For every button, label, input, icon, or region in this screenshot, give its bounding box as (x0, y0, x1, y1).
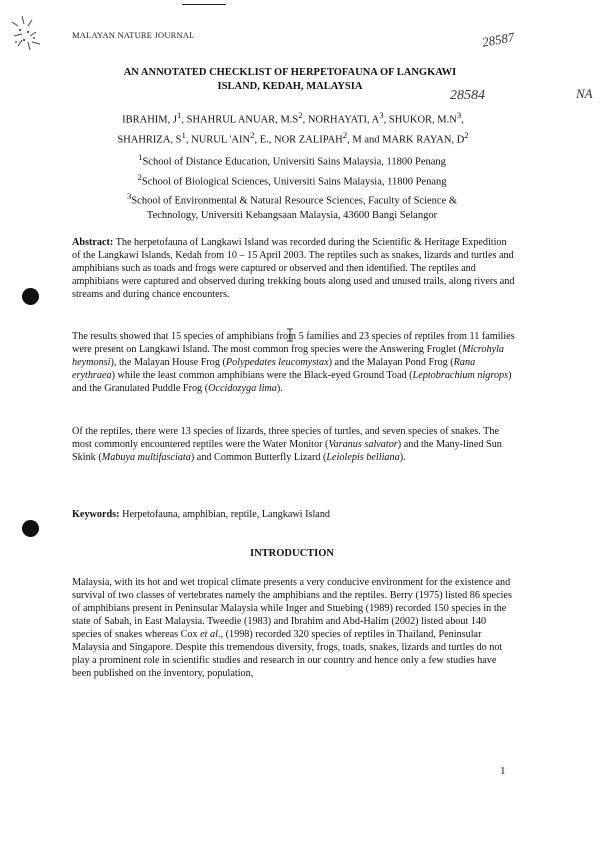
introduction-paragraph: Malaysia, with its hot and wet tropical climate presents a very conducive environment for the existence and survival of two classes of vertebrates namely the amphibians and the reptiles. Berry (1975) listed 86 species of amphibians present in Peninsular Malaysia while Inger and Stuebing (1989) recorded 150 species in the state of Sabah, in East Malaysia. Tweedie (1983) and Ibrahim and Abd-Halim (2002) listed about 140 species of snakes whereas Cox et al., (1998) recorded 320 species of reptiles in Thailand, Peninsular Malaysia and Singapore. Despite this tremendous diversity, frogs, toads, snakes, lizards and turtles do not play a prominent role in scientific studies and research in our country and hence only a few studies have been published on the inventory, population, (72, 577, 512, 679)
corner-stamp-mark (6, 12, 52, 58)
text-cursor-icon (286, 328, 294, 342)
handwritten-note: 28584 (450, 88, 485, 103)
paper-title: AN ANNOTATED CHECKLIST OF HERPETOFAUNA OF LANGKAWI ISLAND, KEDAH, MALAYSIA (123, 67, 457, 92)
section-heading-introduction: INTRODUCTION (249, 548, 334, 559)
punch-hole-icon (22, 520, 39, 537)
affiliations (96, 150, 488, 223)
results-paragraph: The results showed that 15 species of amphibians from 5 families and 23 species of reptiles from 11 families were present on Langkawi Island. The most common frog species were the Answering Froglet (Microhyla heymonsi), the Malayan House Frog (Polypedates leucomystax) and the Malayan Pond Frog (Rana erythraea) while the least common amphibians were the Black-eyed Ground Toad (Leptobrachium nigrops) and the Granulated Puddle Frog (Occidozyga lima). (72, 331, 515, 394)
abstract-paragraph: Abstract: The herpetofauna of Langkawi Island was recorded during the Scientific & Heritage Expedition of the Langkawi Islands, Kedah from 10 – 15 April 2003. The reptiles such as snakes, lizards and turtles and amphibians such as toads and frogs were captured or observed and then identified. The reptiles and amphibians were captured and observed during trekking bouts along used and unused trails, along rivers and streams and during chance encounters. (72, 237, 515, 300)
keywords-line: Keywords: Herpetofauna, amphibian, reptile, Langkawi Island (72, 509, 331, 520)
handwritten-catalog-number: 28587 (480, 29, 516, 50)
author-list: IBRAHIM, $J^1$, SHAHRUL ANUAR, $M.S^2$, NORHAYATI, $A^3$, SHUKOR, $M.N^3$, SHAHRIZA, $S^1$, NURUL 'AIN$^2$, E., NOR ZALIPAH$^2$, M and MARK RAYAN, $D^2$ (117, 110, 469, 145)
affiliation-1: $^1$School of Distance Education, Universiti Sains Malaysia, 11800 Penang (138, 152, 446, 168)
punch-hole-icon (22, 288, 39, 305)
reptiles-paragraph: Of the reptiles, there were 13 species of lizards, three species of turtles, and seven species of snakes. The most commonly encountered reptiles were the Water Monitor (Varanus salvator) and the Many-lined Sun Skink (Mabuya multifasciata) and Common Butterfly Lizard (Leiolepis belliana). (72, 426, 502, 463)
journal-name: MALAYAN NATURE JOURNAL (72, 30, 195, 40)
affiliation-3: $^3$School of Environmental & Natural Resource Sciences, Faculty of Science & (126, 191, 458, 207)
affiliation-2: $^2$School of Biological Sciences, Universiti Sains Malaysia, 11800 Penang (137, 171, 447, 187)
affiliation-3-cont: Technology, Universiti Kebangsaan Malaysia, 43600 Bangi Selangor (146, 209, 438, 221)
handwritten-margin-note: NA (576, 86, 593, 101)
page-number: 1 (500, 765, 506, 777)
top-rule (182, 4, 226, 5)
